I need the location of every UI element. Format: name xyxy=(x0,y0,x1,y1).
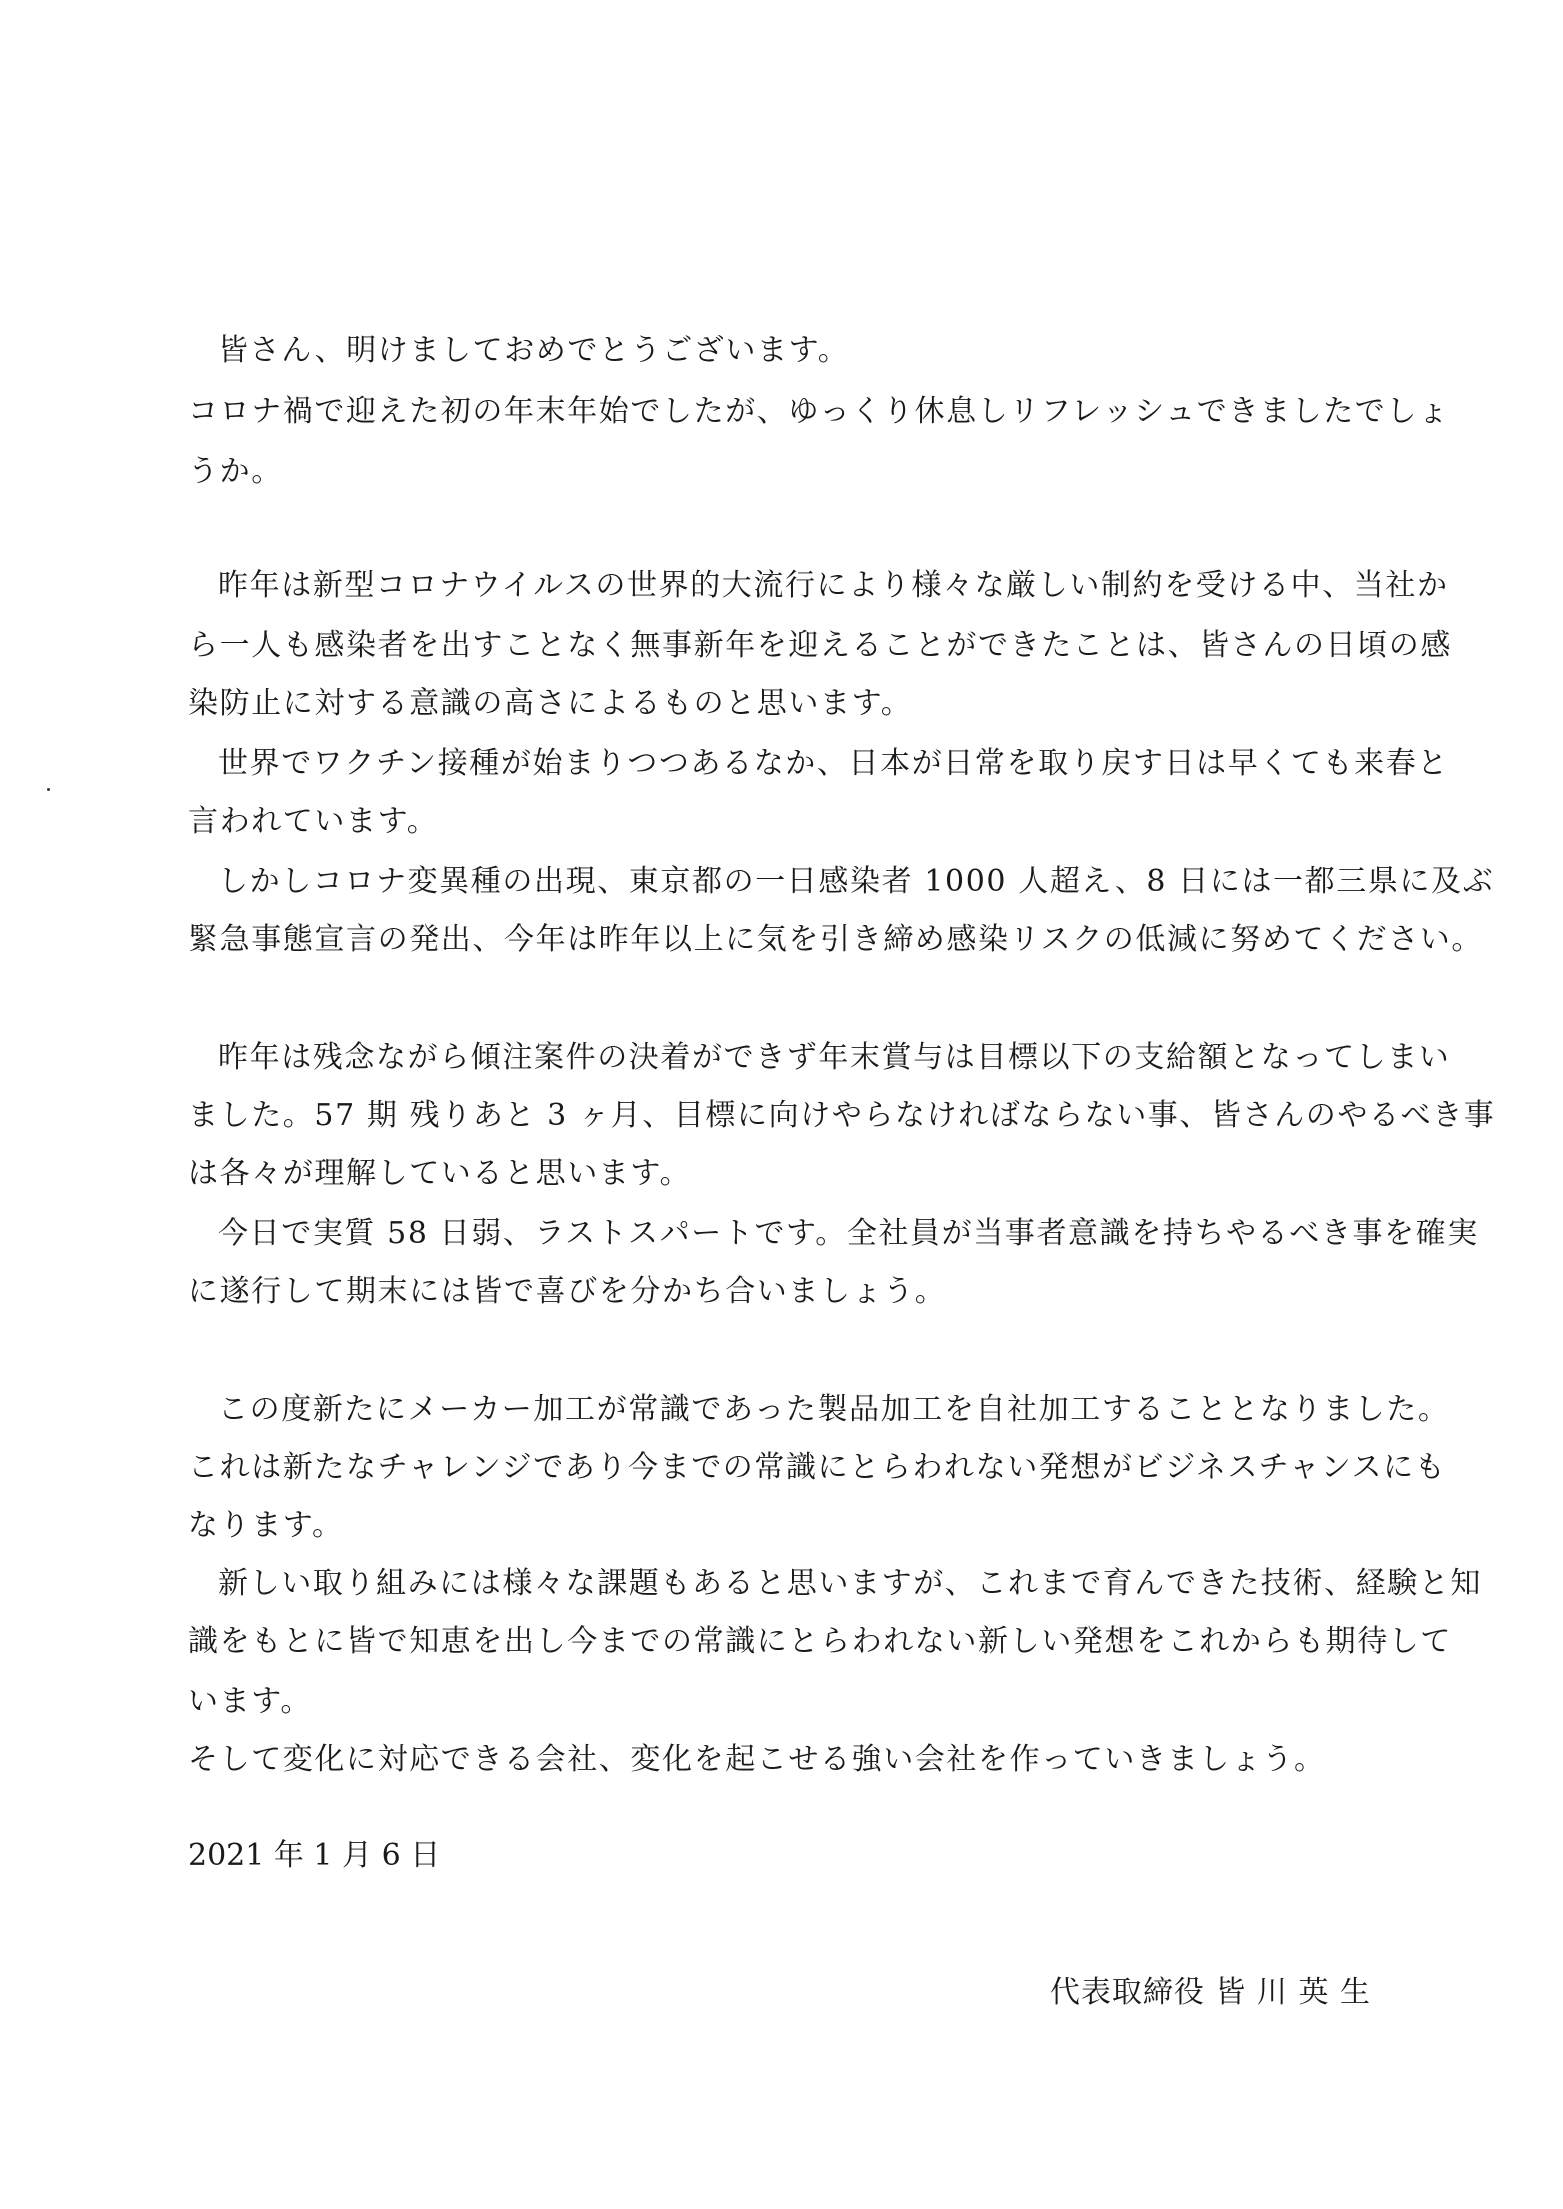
body-line: 新しい取り組みには様々な課題もあると思いますが、これまで育んできた技術、経験と知 xyxy=(218,1566,1482,1601)
body-line: ら一人も感染者を出すことなく無事新年を迎えることができたことは、皆さんの日頃の感 xyxy=(188,628,1452,663)
body-line: なります。 xyxy=(188,1508,344,1543)
body-line: コロナ禍で迎えた初の年末年始でしたが、ゆっくり休息しリフレッシュできましたでしょ xyxy=(188,394,1450,429)
body-line: 昨年は新型コロナウイルスの世界的大流行により様々な厳しい制約を受ける中、当社か xyxy=(218,568,1449,603)
letter-date: 2021 年 1 月 6 日 xyxy=(188,1838,441,1873)
body-line: そして変化に対応できる会社、変化を起こせる強い会社を作っていきましょう。 xyxy=(188,1742,1326,1777)
body-line: 言われています。 xyxy=(188,804,439,839)
body-line: 今日で実質 58 日弱、ラストスパートです。全社員が当事者意識を持ちやるべき事を確実 xyxy=(218,1216,1479,1251)
signature: 代表取締役 皆 川 英 生 xyxy=(1049,1975,1371,2010)
body-line: この度新たにメーカー加工が常識であった製品加工を自社加工することとなりました。 xyxy=(218,1392,1450,1427)
scan-speck xyxy=(47,788,50,791)
body-line: います。 xyxy=(188,1684,312,1719)
body-line: しかしコロナ変異種の出現、東京都の一日感染者 1000 人超え、8 日には一都三県に及ぶ xyxy=(218,864,1495,899)
body-line: に遂行して期末には皆で喜びを分かち合いましょう。 xyxy=(188,1274,947,1309)
body-line: ました。57 期 残りあと 3 ヶ月、目標に向けやらなければならない事、皆さんのやるべき事 xyxy=(188,1098,1496,1133)
body-line: 識をもとに皆で知恵を出し今までの常識にとらわれない新しい発想をこれからも期待して xyxy=(188,1624,1452,1659)
body-line: 昨年は残念ながら傾注案件の決着ができず年末賞与は目標以下の支給額となってしまい xyxy=(218,1040,1451,1075)
body-line: 緊急事態宣言の発出、今年は昨年以上に気を引き締め感染リスクの低減に努めてください。 xyxy=(188,922,1483,957)
body-line: 染防止に対する意識の高さによるものと思います。 xyxy=(188,686,913,721)
body-line: は各々が理解していると思います。 xyxy=(188,1156,692,1191)
body-line: これは新たなチャレンジであり今までの常識にとらわれない発想がビジネスチャンスにも xyxy=(188,1450,1447,1485)
greeting-line: 皆さん、明けましておめでとうございます。 xyxy=(218,333,850,368)
body-line: うか。 xyxy=(188,454,283,489)
body-line: 世界でワクチン接種が始まりつつあるなか、日本が日常を取り戻す日は早くても来春と xyxy=(218,746,1449,781)
